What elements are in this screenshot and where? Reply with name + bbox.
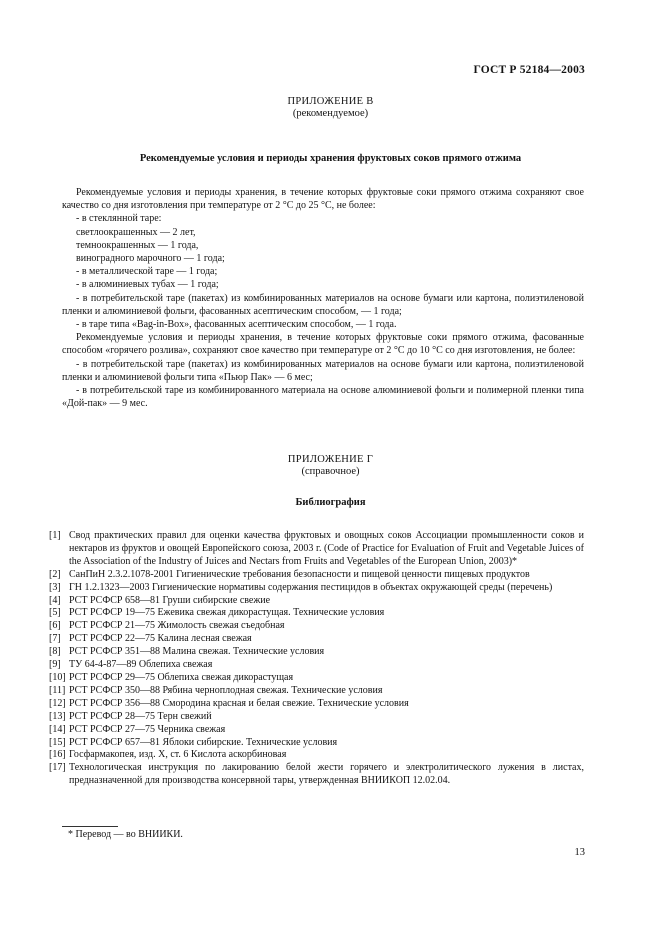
bib-text: Технологическая инструкция по лакированию белой жести горячего и электролитического лужения в листах, предназначенной для производства консервной тары, утвержденная ВНИИКОП 12.02.04. xyxy=(69,762,584,787)
list-item: светлоокрашенных — 2 лет, xyxy=(76,226,196,238)
appendix-g-subtitle: (справочное) xyxy=(301,466,360,477)
footnote-divider xyxy=(62,826,118,827)
bib-number: [4] xyxy=(49,594,61,606)
list-item: - в потребительской таре из комбинированного материала на основе алюминиевой фольги и полимерной пленки типа «Дой-пак» — 9 мес. xyxy=(62,385,584,410)
bib-number: [17] xyxy=(49,762,66,774)
bib-number: [8] xyxy=(49,646,61,658)
bib-text: ГН 1.2.1323—2003 Гигиенические нормативы содержания пестицидов в объектах окружающей среды (перечень) xyxy=(69,581,553,593)
bib-number: [11] xyxy=(49,684,66,696)
bib-number: [5] xyxy=(49,607,61,619)
bib-text: РСТ РСФСР 21—75 Жимолость свежая съедобная xyxy=(69,620,285,632)
paragraph: Рекомендуемые условия и периоды хранения, в течение которых фруктовые соки прямого отжима сохраняют свое качество со дня изготовления при температуре от 2 °С до 25 °С, не более: xyxy=(62,187,584,212)
bib-number: [13] xyxy=(49,710,66,722)
bibliography-item xyxy=(49,711,584,724)
bibliography-item xyxy=(49,672,584,685)
bibliography-item xyxy=(49,582,584,595)
bib-number: [12] xyxy=(49,697,66,709)
bibliography-item xyxy=(49,659,584,672)
standard-header: ГОСТ Р 52184—2003 xyxy=(473,64,585,76)
bib-number: [3] xyxy=(49,581,61,593)
bibliography-item xyxy=(49,737,584,750)
bib-text: Свод практических правил для оценки качества фруктовых и овощных соков Ассоциации промышленности соков и нектаров из фруктов и овощей Европейского союза, 2003 г. (Code of Practice for Evaluation of Fruit and Vegetable Juices of the Association of the Industry of Juices and Nectars from Fruits and Vegetables of the European Union, 2003)* xyxy=(69,530,584,567)
appendix-v-heading: Рекомендуемые условия и периоды хранения фруктовых соков прямого отжима xyxy=(139,153,522,164)
bibliography-item xyxy=(49,724,584,737)
bib-text: СанПиН 2.3.2.1078-2001 Гигиенические требования безопасности и пищевой ценности пищевых продуктов xyxy=(69,568,530,580)
list-item: - в стеклянной таре: xyxy=(76,213,162,225)
bib-text: РСТ РСФСР 22—75 Калина лесная свежая xyxy=(69,633,252,645)
bib-number: [16] xyxy=(49,749,66,761)
appendix-v-subtitle: (рекомендуемое) xyxy=(292,108,369,119)
bib-text: РСТ РСФСР 351—88 Малина свежая. Технические условия xyxy=(69,646,325,658)
footnote: * Перевод — во ВНИИКИ. xyxy=(68,829,183,840)
bibliography-item xyxy=(49,607,584,620)
bib-number: [10] xyxy=(49,671,66,683)
bib-text: РСТ РСФСР 19—75 Ежевика свежая дикорастущая. Технические условия xyxy=(69,607,385,619)
bib-text: ТУ 64-4-87—89 Облепиха свежая xyxy=(69,659,213,671)
list-item: темноокрашенных — 1 года, xyxy=(76,239,199,251)
bib-text: РСТ РСФСР 28—75 Терн свежий xyxy=(69,710,212,722)
paragraph: Рекомендуемые условия и периоды хранения, в течение которых фруктовые соки прямого отжима, фасованные способом «горячего розлива», сохраняют свое качество при температуре от 2 °С до 10 °С со дня изготовления, не более: xyxy=(62,332,584,357)
bib-number: [1] xyxy=(49,530,61,541)
list-item: - в металлической таре — 1 года; xyxy=(76,266,218,278)
bibliography-item xyxy=(49,762,584,788)
bibliography-item xyxy=(49,749,584,762)
list-item: - в потребительской таре (пакетах) из комбинированных материалов на основе бумаги или картона, полиэтиленовой пленки и алюминиевой фольги типа «Пьюр Пак» — 6 мес; xyxy=(62,358,584,383)
bib-text: РСТ РСФСР 356—88 Смородина красная и белая свежие. Технические условия xyxy=(69,697,409,709)
bibliography-item xyxy=(49,569,584,582)
bib-number: [9] xyxy=(49,659,61,671)
bibliography-item xyxy=(49,530,584,569)
bibliography-item xyxy=(49,595,584,608)
bib-number: [6] xyxy=(49,620,61,632)
bibliography-list xyxy=(49,530,584,788)
bib-number: [14] xyxy=(49,723,66,735)
bib-text: РСТ РСФСР 27—75 Черника свежая xyxy=(69,723,226,735)
page-number: 13 xyxy=(574,847,585,858)
bib-number: [2] xyxy=(49,568,61,580)
list-item: - в алюминиевых тубах — 1 года; xyxy=(76,279,219,291)
bibliography-item xyxy=(49,646,584,659)
bib-number: [15] xyxy=(49,736,66,748)
bibliography-item xyxy=(49,698,584,711)
bib-text: РСТ РСФСР 658—81 Груши сибирские свежие xyxy=(69,594,271,606)
bib-text: РСТ РСФСР 657—81 Яблоки сибирские. Технические условия xyxy=(69,736,338,748)
bib-text: РСТ РСФСР 350—88 Рябина черноплодная свежая. Технические условия xyxy=(69,684,383,696)
list-item: - в потребительской таре (пакетах) из комбинированных материалов на основе бумаги или картона, полиэтиленовой пленки и алюминиевой фольги, фасованных асептическим способом, — 1 года; xyxy=(62,292,584,317)
list-item: - в таре типа «Bag-in-Box», фасованных асептическим способом, — 1 года. xyxy=(76,319,397,331)
bibliography-heading: Библиография xyxy=(295,497,366,508)
bib-text: Госфармакопея, изд. X, ст. 6 Кислота аскорбиновая xyxy=(69,749,287,761)
appendix-g-title: ПРИЛОЖЕНИЕ Г xyxy=(287,454,374,465)
bib-text: РСТ РСФСР 29—75 Облепиха свежая дикорастущая xyxy=(69,671,294,683)
bibliography-item xyxy=(49,685,584,698)
list-item: виноградного марочного — 1 года; xyxy=(76,253,225,265)
bib-number: [7] xyxy=(49,633,61,645)
appendix-v-body xyxy=(62,186,584,410)
appendix-v-title: ПРИЛОЖЕНИЕ В xyxy=(287,96,374,107)
bibliography-item xyxy=(49,620,584,633)
bibliography-item xyxy=(49,633,584,646)
